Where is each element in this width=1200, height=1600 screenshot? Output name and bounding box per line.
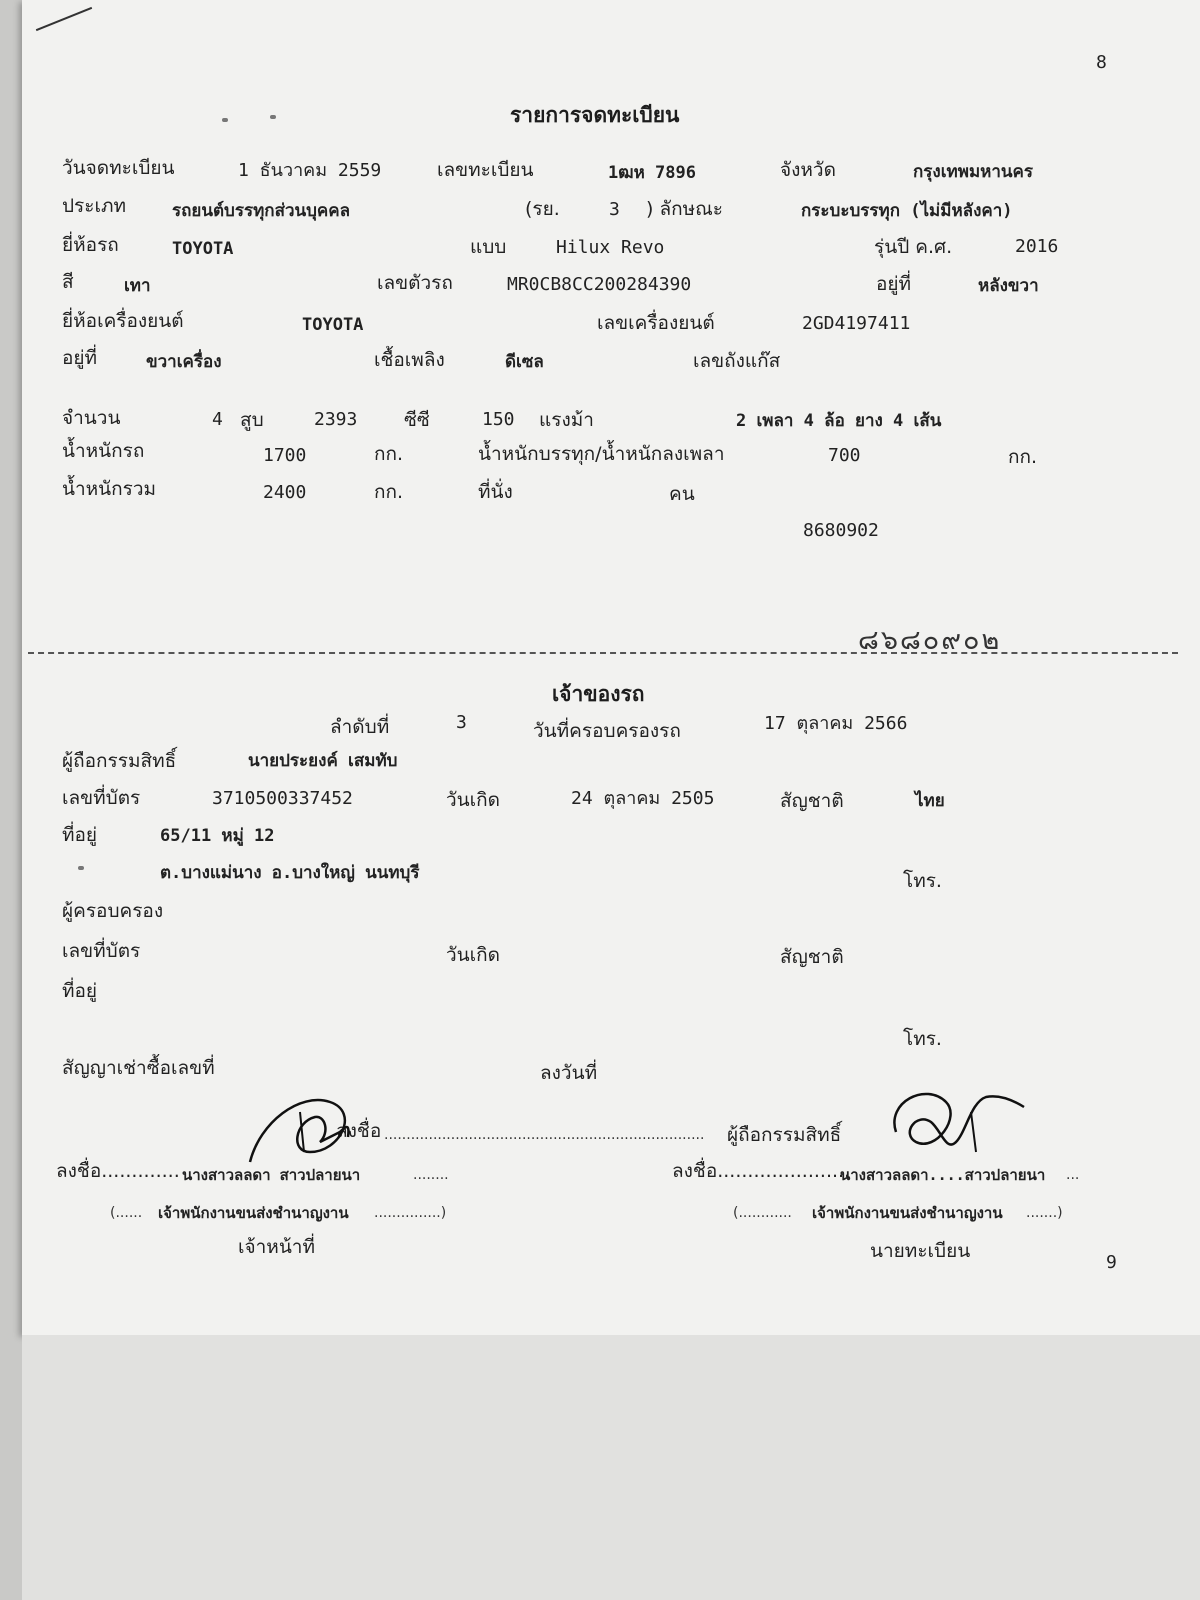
holder-name: นายประยงค์ เสมทับ	[248, 751, 398, 771]
color-label: สี	[62, 271, 74, 293]
horsepower-unit: แรงม้า	[539, 409, 594, 431]
cylinder-unit: สูบ	[240, 409, 264, 431]
model-year: 2016	[1015, 236, 1059, 257]
officer-paren-open: (......	[110, 1205, 143, 1221]
type-label: ประเภท	[62, 195, 127, 217]
registrar-paren-close: .......)	[1026, 1205, 1063, 1221]
possessor-nationality-label: สัญชาติ	[780, 946, 844, 968]
possessor-id-label: เลขที่บัตร	[62, 940, 141, 962]
officer-sign-dots: ........	[413, 1167, 449, 1183]
officer-title: เจ้าพนักงานขนส่งชำนาญงาน	[158, 1204, 349, 1222]
possessor-address-label: ที่อยู่	[62, 980, 98, 1002]
registrar-signature	[876, 1082, 1036, 1182]
vehicle-weight: 1700	[263, 445, 307, 466]
registration-date-label: วันจดทะเบียน	[62, 157, 175, 179]
fuel-label: เชื้อเพลิง	[374, 349, 445, 371]
nationality: ไทย	[915, 791, 945, 811]
vin-position: หลังขวา	[978, 276, 1039, 296]
gas-tank-label: เลขถังแก๊ส	[693, 350, 781, 372]
officer-sign-prefix: ลงชื่อ.............	[56, 1160, 180, 1182]
weight-label: น้ำหนักรถ	[62, 440, 145, 462]
total-weight-label: น้ำหนักรวม	[62, 478, 157, 500]
ry-number: 3	[609, 199, 620, 220]
fuel: ดีเซล	[505, 352, 544, 372]
cc-unit: ซีซี	[404, 409, 430, 431]
axles-wheels: 2 เพลา 4 ล้อ ยาง 4 เส้น	[736, 411, 942, 431]
model-label: แบบ	[470, 236, 507, 258]
plate-label: เลขทะเบียน	[437, 159, 534, 181]
dob-label: วันเกิด	[446, 789, 500, 811]
vin-label: เลขตัวรถ	[377, 272, 453, 294]
registrar-paren-open: (............	[733, 1205, 792, 1221]
vehicle-style: กระบะบรรทุก (ไม่มีหลังคา)	[801, 201, 1013, 221]
page-number-bottom: 9	[1106, 1252, 1117, 1273]
holder-label: ผู้ถือกรรมสิทธิ์	[62, 750, 177, 772]
registrar-sign-prefix: ลงชื่อ......................	[672, 1160, 851, 1182]
plate-number: 1ฒห 7896	[608, 163, 696, 183]
vehicle-color: เทา	[124, 276, 151, 296]
load-label: น้ำหนักบรรทุก/น้ำหนักลงเพลา	[478, 443, 725, 465]
section-divider	[28, 652, 1178, 654]
horsepower: 150	[482, 409, 515, 430]
count-label: จำนวน	[62, 407, 121, 429]
engine-number-label: เลขเครื่องยนต์	[597, 312, 715, 334]
speck	[78, 866, 84, 870]
possession-date-label: วันที่ครอบครองรถ	[533, 720, 681, 742]
registrar-title: เจ้าพนักงานขนส่งชำนาญงาน	[812, 1204, 1003, 1222]
province: กรุงเทพมหานคร	[913, 162, 1034, 182]
speck	[270, 115, 276, 119]
sequence-number: 3	[456, 712, 467, 733]
engine-brand-label: ยี่ห้อเครื่องยนต์	[62, 310, 184, 332]
registration-heading: รายการจดทะเบียน	[510, 103, 680, 127]
total-weight-unit: กก.	[374, 481, 404, 503]
thai-numeral-code: ๘๖๘๐๙๐๒	[858, 625, 1002, 656]
brand-label: ยี่ห้อรถ	[62, 234, 119, 256]
weight-unit: กก.	[374, 443, 404, 465]
owner-heading: เจ้าของรถ	[552, 682, 645, 706]
possessor-label: ผู้ครอบครอง	[62, 900, 164, 922]
seats-label: ที่นั่ง	[478, 481, 513, 503]
seats-unit: คน	[669, 483, 695, 505]
engine-brand: TOYOTA	[302, 315, 364, 335]
date-of-birth: 24 ตุลาคม 2505	[571, 788, 715, 809]
cylinders: 4	[212, 409, 223, 430]
officer-paren-close: ...............)	[374, 1205, 447, 1221]
holder-sign-line: ........................................................................	[384, 1127, 705, 1143]
engine-position-label: อยู่ที่	[62, 347, 98, 369]
sequence-label: ลำดับที่	[330, 716, 390, 738]
engine-position: ขวาเครื่อง	[146, 352, 222, 372]
total-weight: 2400	[263, 482, 307, 503]
load-weight: 700	[828, 445, 861, 466]
id-label: เลขที่บัตร	[62, 787, 141, 809]
vehicle-type: รถยนต์บรรทุกส่วนบุคคล	[172, 201, 351, 221]
address-label: ที่อยู่	[62, 824, 98, 846]
vin-position-label: อยู่ที่	[876, 273, 912, 295]
vin: MR0CB8CC200284390	[507, 274, 692, 295]
nationality-label: สัญชาติ	[780, 790, 844, 812]
year-label: รุ่นปี ค.ศ.	[874, 236, 953, 258]
registrar-sign-dots: ...	[1066, 1167, 1080, 1183]
possession-date: 17 ตุลาคม 2566	[764, 713, 908, 734]
possessor-dob-label: วันเกิด	[446, 944, 500, 966]
engine-cc: 2393	[314, 409, 358, 430]
phone-label: โทร.	[903, 870, 942, 892]
model: Hilux Revo	[556, 237, 665, 258]
province-label: จังหวัด	[780, 159, 836, 181]
address-line-2: ต.บางแม่นาง อ.บางใหญ่ นนทบุรี	[160, 863, 420, 883]
holder-sign-label: ลงชื่อ	[336, 1120, 382, 1142]
brand: TOYOTA	[172, 239, 234, 259]
lease-date-label: ลงวันที่	[540, 1062, 598, 1084]
ry-label: (รย.	[525, 198, 560, 220]
address-line-1: 65/11 หมู่ 12	[160, 826, 275, 846]
document-code: 8680902	[803, 520, 879, 541]
engine-number: 2GD4197411	[802, 313, 911, 334]
lease-contract-label: สัญญาเช่าซื้อเลขที่	[62, 1057, 215, 1079]
id-number: 3710500337452	[212, 788, 353, 809]
registrar-role: นายทะเบียน	[870, 1240, 971, 1262]
background-surface	[22, 1335, 1200, 1600]
officer-signature	[240, 1082, 380, 1182]
officer-role: เจ้าหน้าที่	[238, 1236, 316, 1258]
page-number-top: 8	[1096, 52, 1107, 73]
possessor-phone-label: โทร.	[903, 1028, 942, 1050]
officer-name: นางสาวลลดา สาวปลายนา	[182, 1166, 361, 1184]
style-label: ) ลักษณะ	[646, 198, 723, 220]
registration-date: 1 ธันวาคม 2559	[238, 160, 382, 181]
holder-sign-role: ผู้ถือกรรมสิทธิ์	[727, 1124, 842, 1146]
registrar-name: นางสาวลลดา....สาวปลายนา	[840, 1166, 1046, 1184]
speck	[222, 118, 228, 122]
load-unit: กก.	[1008, 446, 1038, 468]
